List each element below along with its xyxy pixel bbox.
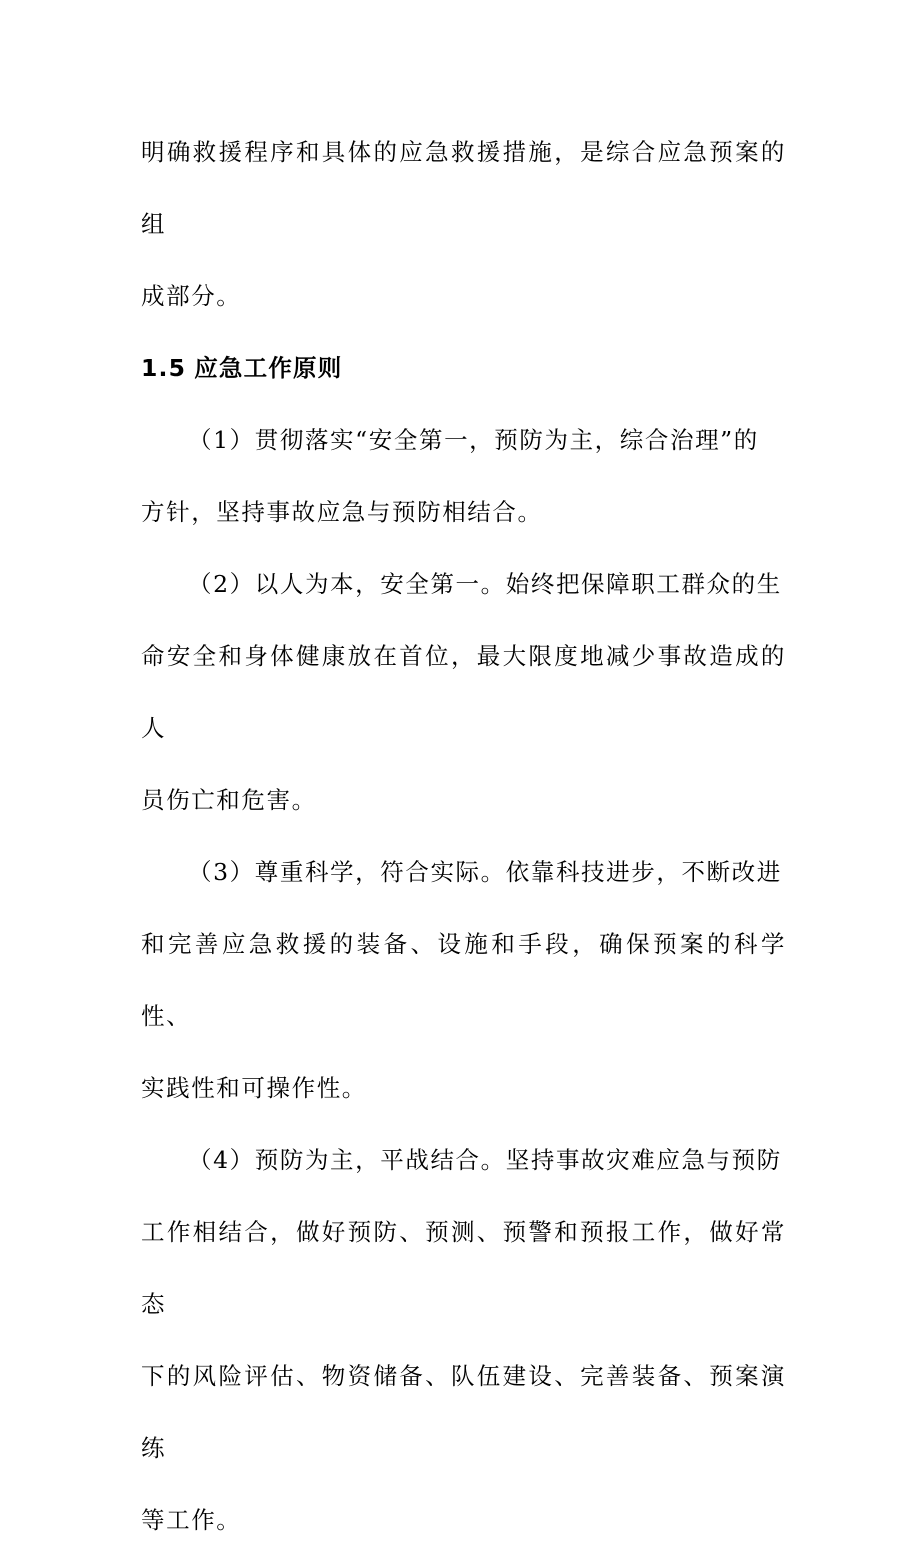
text-line: （4）预防为主，平战结合。坚持事故灾难应急与预防 bbox=[188, 1146, 782, 1174]
section-title: 应急工作原则 bbox=[194, 354, 343, 382]
text-line: 明确救援程序和具体的应急救援措施，是综合应急预案的组 bbox=[141, 138, 786, 238]
text-line: 下的风险评估、物资储备、队伍建设、完善装备、预案演练 bbox=[141, 1362, 786, 1462]
text-line: 成部分。 bbox=[141, 282, 242, 310]
text-line: （2）以人为本，安全第一。始终把保障职工群众的生 bbox=[188, 570, 782, 598]
paragraph-intro-continuation bbox=[141, 116, 786, 332]
principle-paragraph-2 bbox=[141, 548, 786, 836]
text-line: 员伤亡和危害。 bbox=[141, 786, 317, 814]
text-line: （3）尊重科学，符合实际。依靠科技进步，不断改进 bbox=[188, 858, 782, 886]
principle-paragraph-1 bbox=[141, 404, 786, 548]
document-body bbox=[141, 116, 786, 1556]
text-line: 实践性和可操作性。 bbox=[141, 1074, 367, 1102]
section-number: 1.5 bbox=[141, 354, 187, 382]
text-line: （1）贯彻落实“安全第一，预防为主，综合治理”的 bbox=[188, 426, 759, 454]
text-line: 等工作。 bbox=[141, 1506, 242, 1534]
text-line: 方针，坚持事故应急与预防相结合。 bbox=[141, 498, 543, 526]
text-line: 命安全和身体健康放在首位，最大限度地减少事故造成的人 bbox=[141, 642, 786, 742]
principle-paragraph-3 bbox=[141, 836, 786, 1124]
principle-paragraph-4 bbox=[141, 1124, 786, 1556]
section-heading bbox=[141, 332, 786, 404]
text-line: 和完善应急救援的装备、设施和手段，确保预案的科学性、 bbox=[141, 930, 786, 1030]
text-line: 工作相结合，做好预防、预测、预警和预报工作，做好常态 bbox=[141, 1218, 786, 1318]
